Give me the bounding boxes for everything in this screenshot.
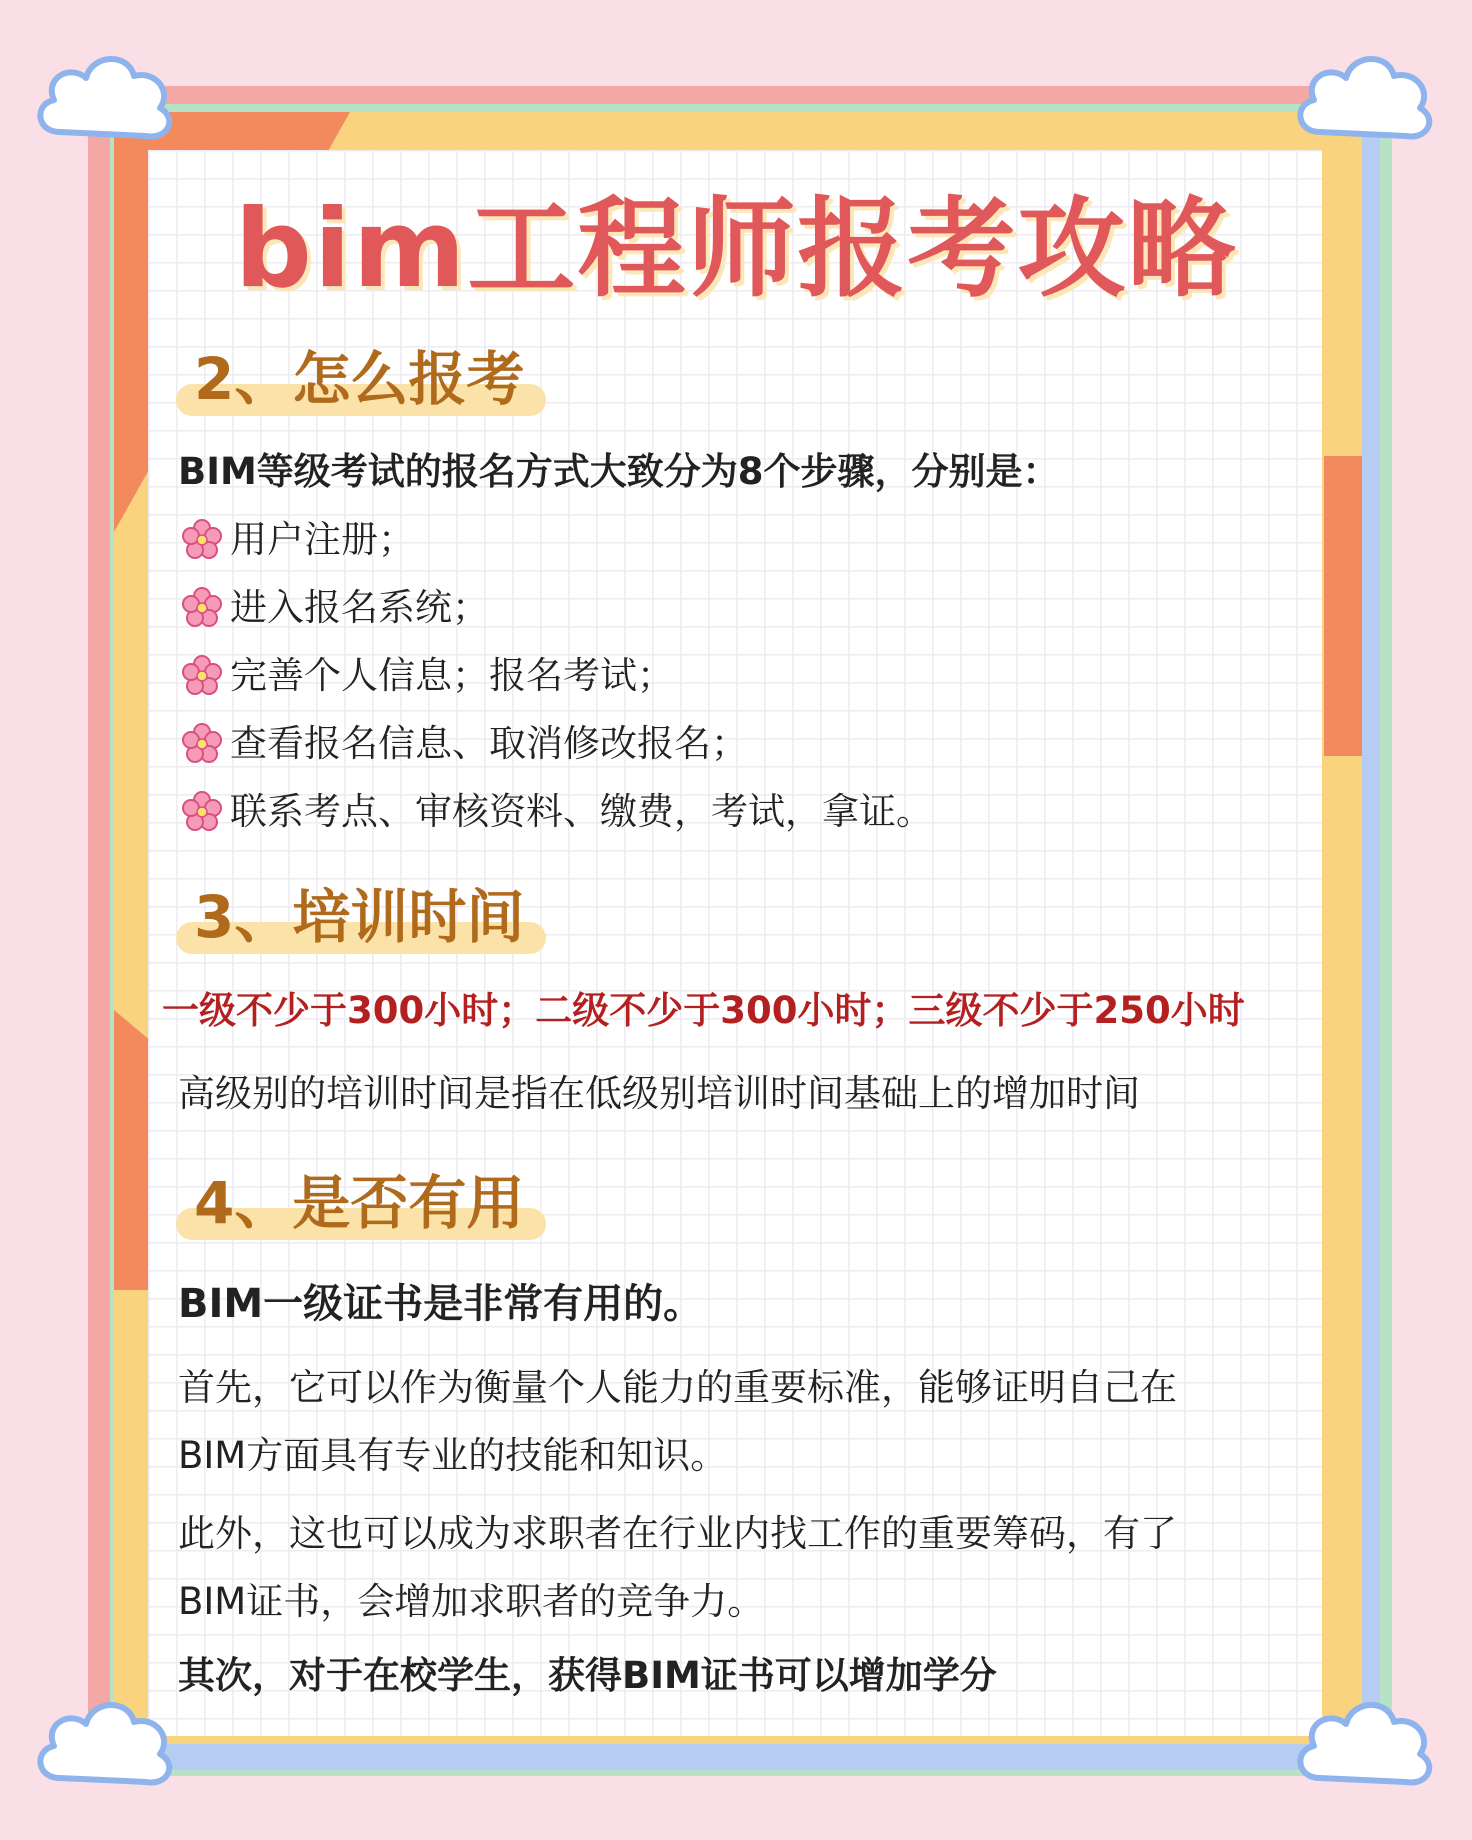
paragraph-line: 首先，它可以作为衡量个人能力的重要标准，能够证明自己在: [178, 1366, 1177, 1409]
cherry-blossom-icon: [180, 586, 224, 630]
list-item: [180, 652, 674, 700]
step-text: 完善个人信息；报名考试；: [230, 654, 674, 697]
training-note: 高级别的培训时间是指在低级别培训时间基础上的增加时间: [178, 1072, 1140, 1115]
step-text: 用户注册；: [230, 518, 415, 561]
step-text: 联系考点、审核资料、缴费，考试，拿证。: [230, 790, 933, 833]
list-item: [180, 584, 489, 632]
page-title: bim工程师报考攻略: [234, 187, 1238, 312]
training-hours-highlight: 一级不少于300小时；二级不少于300小时；三级不少于250小时: [162, 989, 1245, 1032]
section-heading-usefulness: [172, 1168, 524, 1240]
section-heading-training-time: [172, 882, 524, 954]
paragraph-line: 其次，对于在校学生，获得BIM证书可以增加学分: [178, 1654, 997, 1697]
paragraph-line: BIM方面具有专业的技能和知识。: [178, 1434, 728, 1477]
usefulness-lead: BIM一级证书是非常有用的。: [178, 1281, 704, 1327]
section-heading-text: 3、培训时间: [194, 883, 525, 951]
cherry-blossom-icon: [180, 722, 224, 766]
cherry-blossom-icon: [180, 654, 224, 698]
list-item: [180, 516, 415, 564]
step-text: 查看报名信息、取消修改报名；: [230, 722, 748, 765]
list-item: [180, 788, 933, 836]
cherry-blossom-icon: [180, 518, 224, 562]
list-item: [180, 720, 748, 768]
cherry-blossom-icon: [180, 790, 224, 834]
section-heading-how-to-apply: [172, 344, 524, 416]
paragraph-line: 此外，这也可以成为求职者在行业内找工作的重要筹码，有了: [178, 1512, 1177, 1555]
paragraph-line: BIM证书，会增加求职者的竞争力。: [178, 1580, 765, 1623]
section-heading-text: 4、是否有用: [194, 1169, 525, 1237]
section-heading-text: 2、怎么报考: [194, 345, 525, 413]
step-text: 进入报名系统；: [230, 586, 489, 629]
section2-intro: BIM等级考试的报名方式大致分为8个步骤，分别是：: [178, 450, 1060, 493]
